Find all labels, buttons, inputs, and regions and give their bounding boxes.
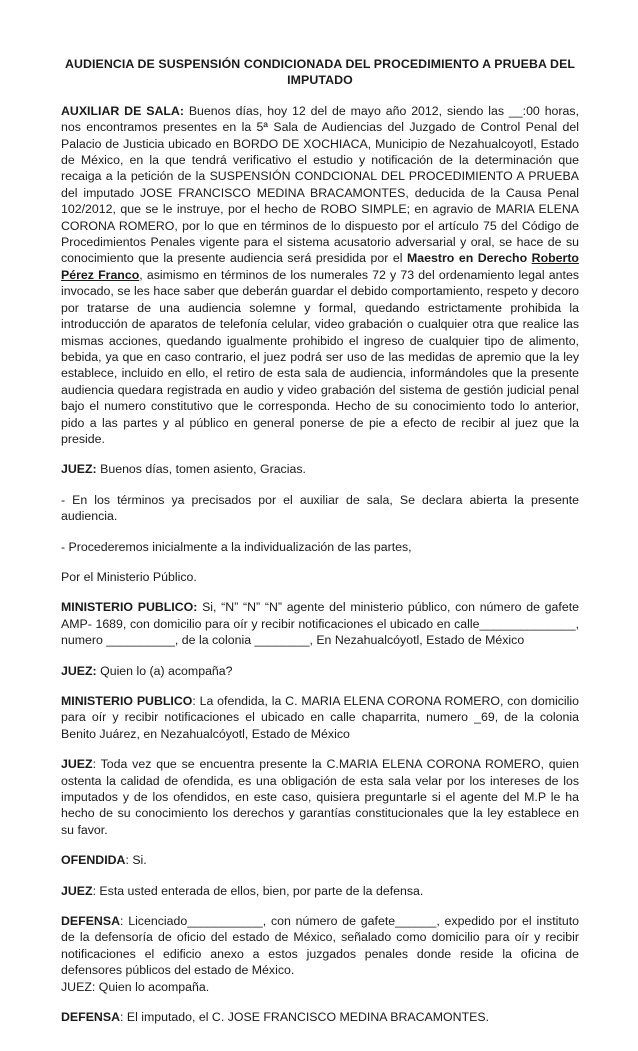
paragraph-text: : Si. <box>125 853 147 868</box>
paragraph-juez-question <box>61 663 579 679</box>
speaker-ofendida: OFENDIDA <box>61 853 126 868</box>
paragraph-juez-followup: JUEZ: Quien lo acompaña. <box>61 979 210 994</box>
paragraph-open-hearing: - En los términos ya precisados por el auxiliar de sala, Se declara abierta la presente audiencia. <box>61 492 579 524</box>
paragraph-juez-defensa <box>61 883 579 899</box>
paragraph-text: : Toda vez que se encuentra presente la C.MARIA ELENA CORONA ROMERO, quien ostenta la calidad de ofendida, es una obligación de esta sala velar por los intereses de los imputados y de los ofendidos, en este caso, quisiera preguntarle si el agente del M.P le ha hecho de su conocimiento los derechos y garantías constitucionales que la ley establece en su favor. <box>61 757 579 837</box>
paragraph-text: , asimismo en términos de los numerales 72 y 73 del ordenamiento legal antes invocado, se les hace saber que deberán guardar el debido comportamiento, respeto y decoro por tratarse de una audiencia solemne y formal, quedando estrictamente prohibida la introducción de aparatos de telefonía celular, video grabación o cualquier otra que realice las mismas acciones, quedando igualmente prohibido el ingreso de cualquier tipo de alimento, bebida, ya que en caso contrario, el juez podrá ser uso de las medidas de apremio que la ley establece, incluido en ello, el retiro de esta sala de audiencia, informándoles que la presente audiencia quedara registrada en audio y video grabación del sistema de gestión judicial penal bajo el numero constitutivo que le corresponda. Hecho de su conocimiento todo lo anterior, pido a las partes y al público en general ponerse de pie a efecto de recibir al juez que la preside. <box>61 267 579 446</box>
paragraph-text: : El imputado, el C. JOSE FRANCISCO MEDINA BRACAMONTES. <box>119 1010 490 1025</box>
paragraph-ministerio-ofendida <box>61 693 579 742</box>
paragraph-juez-greeting <box>61 461 579 477</box>
paragraph-individualization: - Procederemos inicialmente a la individualización de las partes, <box>61 539 412 554</box>
speaker-auxiliar: AUXILIAR DE SALA: <box>61 103 184 118</box>
speaker-juez: JUEZ <box>61 757 93 772</box>
paragraph-text: Buenos días, hoy 12 del de mayo año 2012, siendo las __:00 horas, nos encontramos presentes en la 5ª Sala de Audiencias del Juzgado de Control Penal del Palacio de Justicia ubicado en BORDO DE XOCHIACA, Municipio de Nezahualcoyotl, Estado de México, en la que tendrá verificativo el estudio y notificación de la determinación que recaiga a la petición de la SUSPENSIÓN CONDCIONAL DEL PROCEDIMIENTO A PRUEBA del imputado JOSE FRANCISCO MEDINA BRACAMONTES, deducida de la Causa Penal 102/2012, que se le instruye, por el hecho de ROBO SIMPLE; en agravio de MARIA ELENA CORONA ROMERO, por lo que en términos de lo dispuesto por el artículo 75 del Código de Procedimientos Penales vigente para el sistema acusatorio adversarial y oral, se hace de su conocimiento que la presente audiencia será presidida por el <box>61 103 579 266</box>
speaker-defensa: DEFENSA <box>61 1010 120 1025</box>
speaker-juez: JUEZ <box>61 883 93 898</box>
paragraph-text: Buenos días, tomen asiento, Gracias. <box>96 462 306 477</box>
speaker-ministerio: MINISTERIO PUBLICO: <box>61 600 198 615</box>
paragraph-ofendida-answer <box>61 852 579 868</box>
speaker-defensa: DEFENSA <box>61 914 120 929</box>
paragraph-text: : Licenciado___________, con número de gafete______, expedido por el instituto de la defensoría de oficio del estado de México, señalado como domicilio para oír y recibir notificaciones el edificio anexo a estos juzgados penales donde reside la oficina de defensores públicos del estado de México. <box>61 914 579 978</box>
paragraph-juez-rights <box>61 756 579 838</box>
judge-title: Maestro en Derecho <box>406 251 528 266</box>
paragraph-ministerio-intro <box>61 599 579 648</box>
paragraph-text: Si, “N” “N” “N” agente del ministerio público, con número de gafete AMP- 1689, con domicilio para oír y recibir notificaciones el ubicado en calle______________, numero __________, de la colonia ________, En Nezahualcóyotl, Estado de México <box>61 600 579 648</box>
speaker-juez: JUEZ: <box>61 663 97 678</box>
judge-name: Roberto Pérez Franco <box>61 251 579 282</box>
paragraph-defensa-intro <box>61 913 579 979</box>
speaker-juez: JUEZ: <box>61 462 97 477</box>
document-page <box>61 56 579 1040</box>
paragraph-text: : La ofendida, la C. MARIA ELENA CORONA ROMERO, con domicilio para oír y recibir notificaciones el ubicado en calle chaparrita, numero _69, de la colonia Benito Juárez, en Nezahualcóyotl, Estado de México <box>61 694 579 741</box>
paragraph-auxiliar-opening <box>61 103 579 448</box>
paragraph-defensa-imputado <box>61 1009 579 1025</box>
document-title: AUDIENCIA DE SUSPENSIÓN CONDICIONADA DEL PROCEDIMIENTO A PRUEBA DEL IMPUTADO <box>64 57 576 88</box>
speaker-ministerio: MINISTERIO PUBLICO <box>61 694 193 708</box>
paragraph-text: Quien lo (a) acompaña? <box>96 663 233 678</box>
paragraph-ministerio-call: Por el Ministerio Público. <box>61 569 197 584</box>
paragraph-text: : Esta usted enterada de ellos, bien, por parte de la defensa. <box>92 883 424 898</box>
